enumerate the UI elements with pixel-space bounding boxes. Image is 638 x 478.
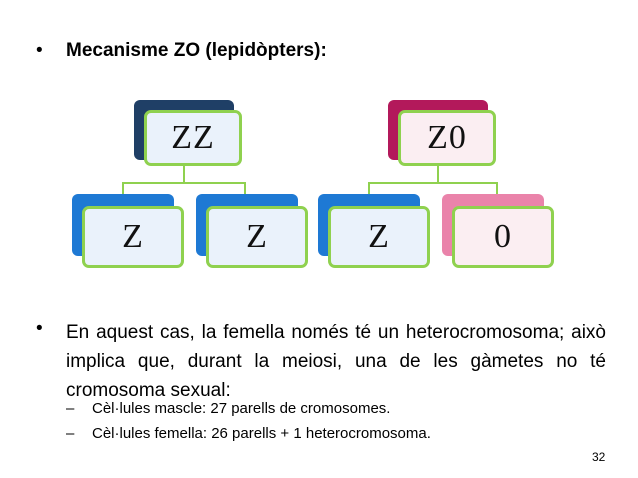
connector-line bbox=[122, 182, 246, 184]
parent-node-left bbox=[134, 100, 244, 166]
child-node-right-2 bbox=[442, 194, 554, 272]
parent-node-right bbox=[388, 100, 498, 166]
child-node-left-1 bbox=[72, 194, 184, 272]
page-number: 32 bbox=[592, 450, 606, 464]
node-label: Z bbox=[206, 206, 308, 268]
node-label: 0 bbox=[452, 206, 554, 268]
connector-line bbox=[368, 182, 498, 184]
bullet-icon: • bbox=[36, 40, 43, 61]
connector-line bbox=[437, 166, 439, 182]
dash-icon: – bbox=[66, 425, 75, 442]
connector-line bbox=[183, 166, 185, 182]
sub-item-text: Cèl·lules femella: 26 parells + 1 heterocromosoma. bbox=[92, 425, 431, 442]
bullet-icon: • bbox=[36, 318, 43, 339]
child-node-right-1 bbox=[318, 194, 430, 272]
node-label: ZZ bbox=[144, 110, 242, 166]
paragraph-text: En aquest cas, la femella només té un heterocromosoma; això implica que, durant la meiosi, una de les gàmetes no té cromosoma sexual: bbox=[66, 322, 606, 401]
node-label: Z bbox=[82, 206, 184, 268]
slide-heading: Mecanisme ZO (lepidòpters): bbox=[66, 40, 327, 61]
child-node-left-2 bbox=[196, 194, 308, 272]
sub-item-text: Cèl·lules mascle: 27 parells de cromosomes. bbox=[92, 400, 391, 417]
dash-icon: – bbox=[66, 400, 75, 417]
node-label: Z bbox=[328, 206, 430, 268]
node-label: Z0 bbox=[398, 110, 496, 166]
